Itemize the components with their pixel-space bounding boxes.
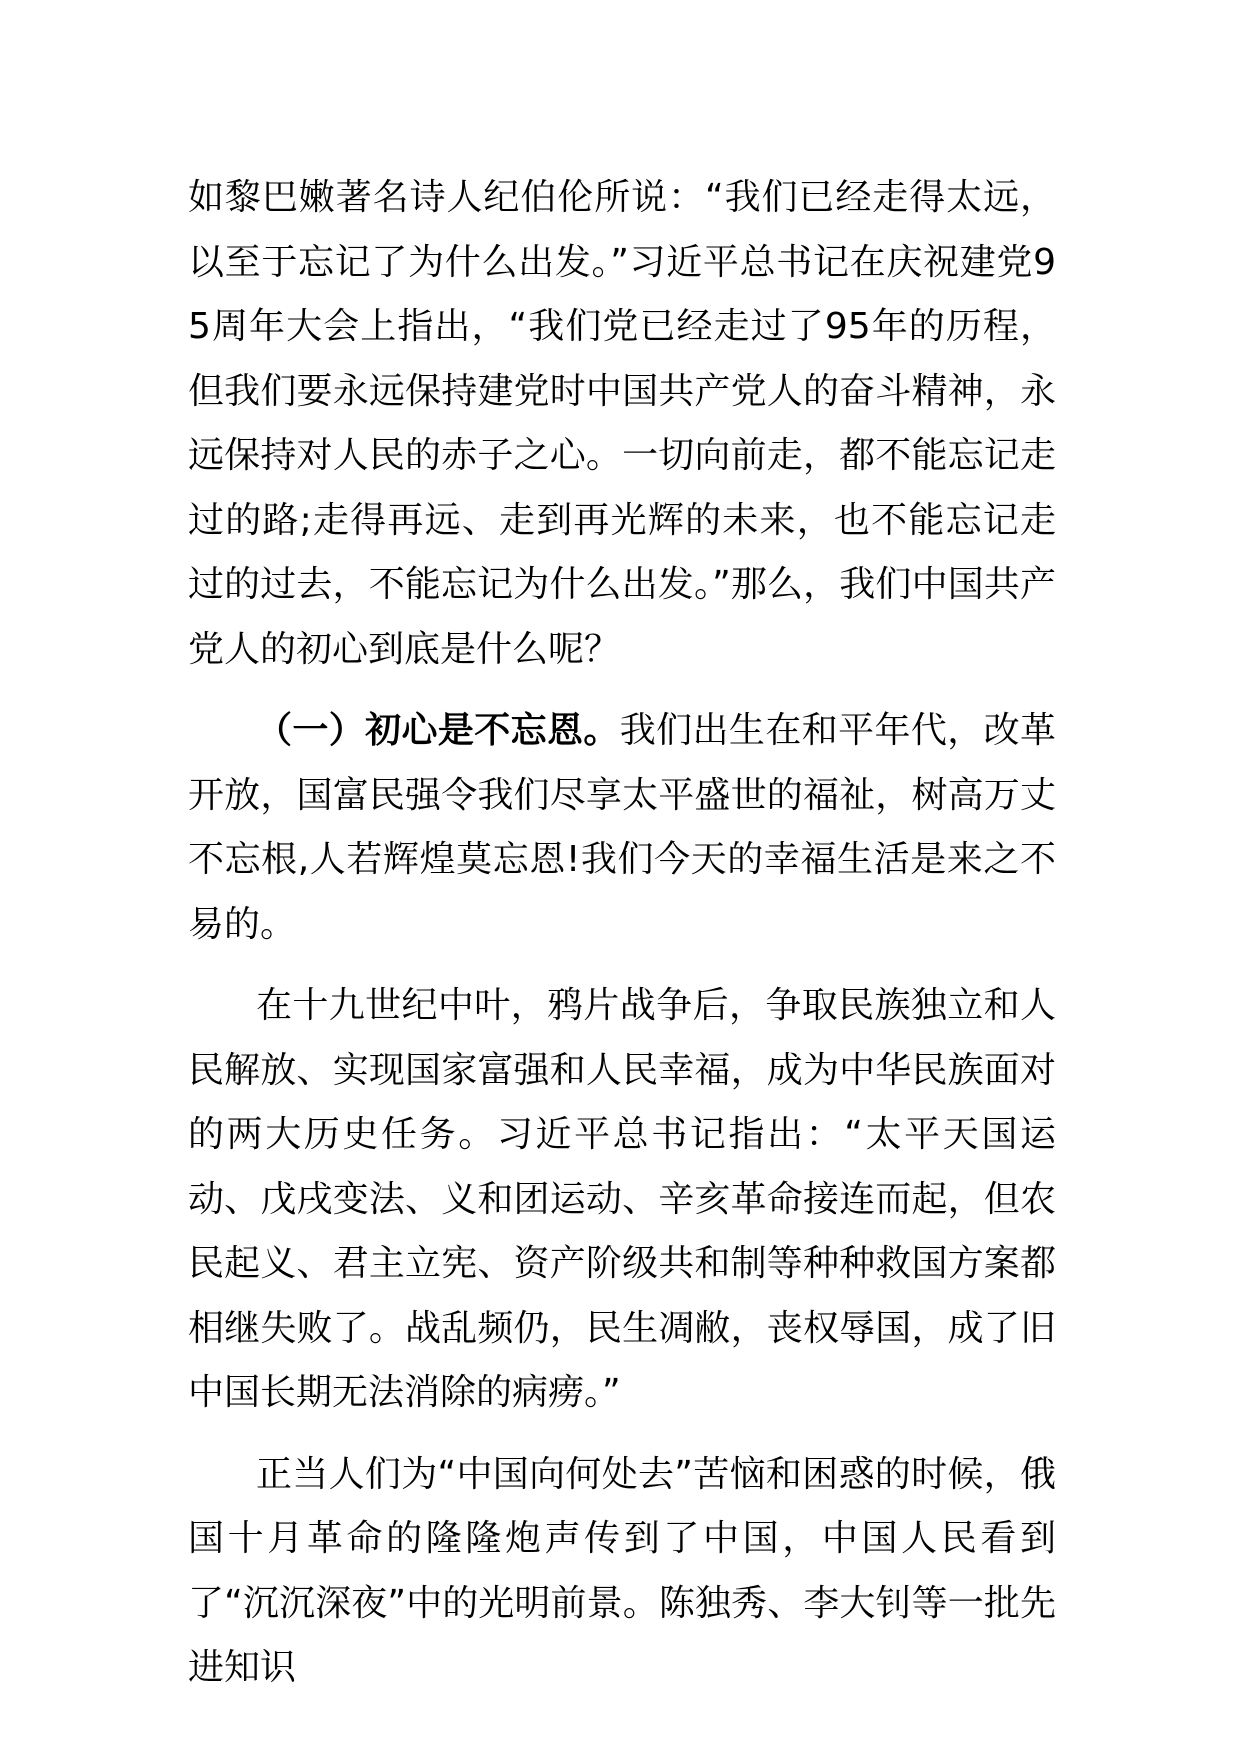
section-one-text: 我们出生在和平年代，改革开放，国富民强令我们尽享太平盛世的福祉，树高万丈不忘根,人若辉煌莫忘恩!我们今天的幸福生活是来之不易的。 — [188, 710, 1056, 945]
section-heading: （一）初心是不忘恩。 — [256, 710, 620, 751]
paragraph-intro: 如黎巴嫩著名诗人纪伯伦所说：“我们已经走得太远，以至于忘记了为什么出发。”习近平总书记在庆祝建党95周年大会上指出，“我们党已经走过了95年的历程，但我们要永远保持建党时中国共产党人的奋斗精神，永远保持对人民的赤子之心。一切向前走，都不能忘记走过的路;走得再远、走到再光辉的未来，也不能忘记走过的过去，不能忘记为什么出发。”那么，我们中国共产党人的初心到底是什么呢？ — [188, 177, 1056, 670]
paragraph-history: 在十九世纪中叶，鸦片战争后，争取民族独立和人民解放、实现国家富强和人民幸福，成为中华民族面对的两大历史任务。习近平总书记指出：“太平天国运动、戊戌变法、义和团运动、辛亥革命接连而起，但农民起义、君主立宪、资产阶级共和制等种种救国方案都相继失败了。战乱频仍，民生凋敝，丧权辱国，成了旧中国长期无法消除的病痨。” — [188, 985, 1056, 1413]
document-page — [188, 166, 1056, 1701]
paragraph-october-revolution: 正当人们为“中国向何处去”苦恼和困惑的时候，俄国十月革命的隆隆炮声传到了中国，中国人民看到了“沉沉深夜”中的光明前景。陈独秀、李大钊等一批先进知识 — [188, 1453, 1056, 1688]
paragraph-section-one — [188, 699, 1056, 957]
